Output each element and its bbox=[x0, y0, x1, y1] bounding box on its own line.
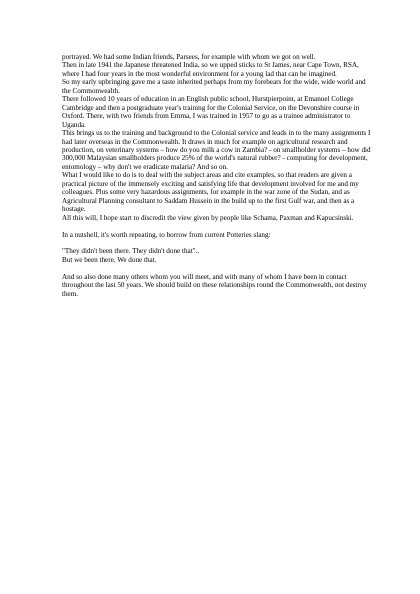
paragraph-gap bbox=[62, 222, 372, 230]
paragraph-portrayed: portrayed. We had some Indian friends, Parsees, for example with whom we got on well. bbox=[62, 53, 316, 61]
paragraph-subject-areas: What I would like to do is to deal with the subject areas and cite examples, so that readers are given a practical picture of the immensely exciting and satisfying life that development involved for me and my colleagues. Plus some very hazardous assignments, for example in the war zone of the Sudan, and as Agricultural Planning consultant to Saddam Hussein in the build up to the first Gulf war, and then as a hostage. bbox=[62, 171, 359, 214]
quote-didnt-been-there: "They didn't been there. They didn't done that".. bbox=[62, 247, 200, 256]
paragraph-early-upbringing: So my early upbringing gave me a taste inherited perhaps from my forebears for the wide, wide world and the Commonwealth. bbox=[62, 78, 366, 95]
paragraph-training-background: This brings us to the training and background to the Colonial service and leads in to the many assignments I had later overseas in the Commonwealth. It draws in much for example on agricultural research and production, on veterinary systems – how do you milk a cow in Zambia? - on smallholder systems – how did 300,000 Malaysian smallholders produce 25% of the world's natural rubber? - computing for development, entomology – why don't we eradicate malaria? And so on. bbox=[62, 129, 371, 171]
body-text bbox=[62, 53, 372, 298]
paragraph-japanese-threat: Then in late 1941 the Japanese threatened India, so we upped sticks to St James, near Cape Town, RSA, where I had four years in the most wonderful environment for a young lad that can be imagined. bbox=[62, 61, 359, 78]
paragraph-education: There followed 10 years of education in an English public school, Hurstpierpoint, at Emanuel College Cambridge and then a postgraduate year's training for the Colonial Service, on the Devonshire course in Oxford. There, with two friends from Emma, I was trained in 1957 to go as a trainee administrator to Uganda. bbox=[62, 95, 360, 129]
paragraph-gap bbox=[62, 239, 372, 247]
paragraph-nutshell: In a nutshell, it's worth repeating, to borrow from current Potteries slang: bbox=[62, 230, 271, 239]
paragraph-gap bbox=[62, 264, 372, 272]
quote-we-been-there: But we been there. We done that. bbox=[62, 255, 157, 264]
paragraph-closing: And so also done many others whom you will meet, and with many of whom I have been in contact throughout the last 50 years. We should build on these relationships round the Commonwealth, not destroy them. bbox=[62, 272, 367, 298]
paragraph-discredit-view: All this will, I hope start to discredit the view given by people like Schama, Paxman and Kapucsinski. bbox=[62, 213, 354, 222]
